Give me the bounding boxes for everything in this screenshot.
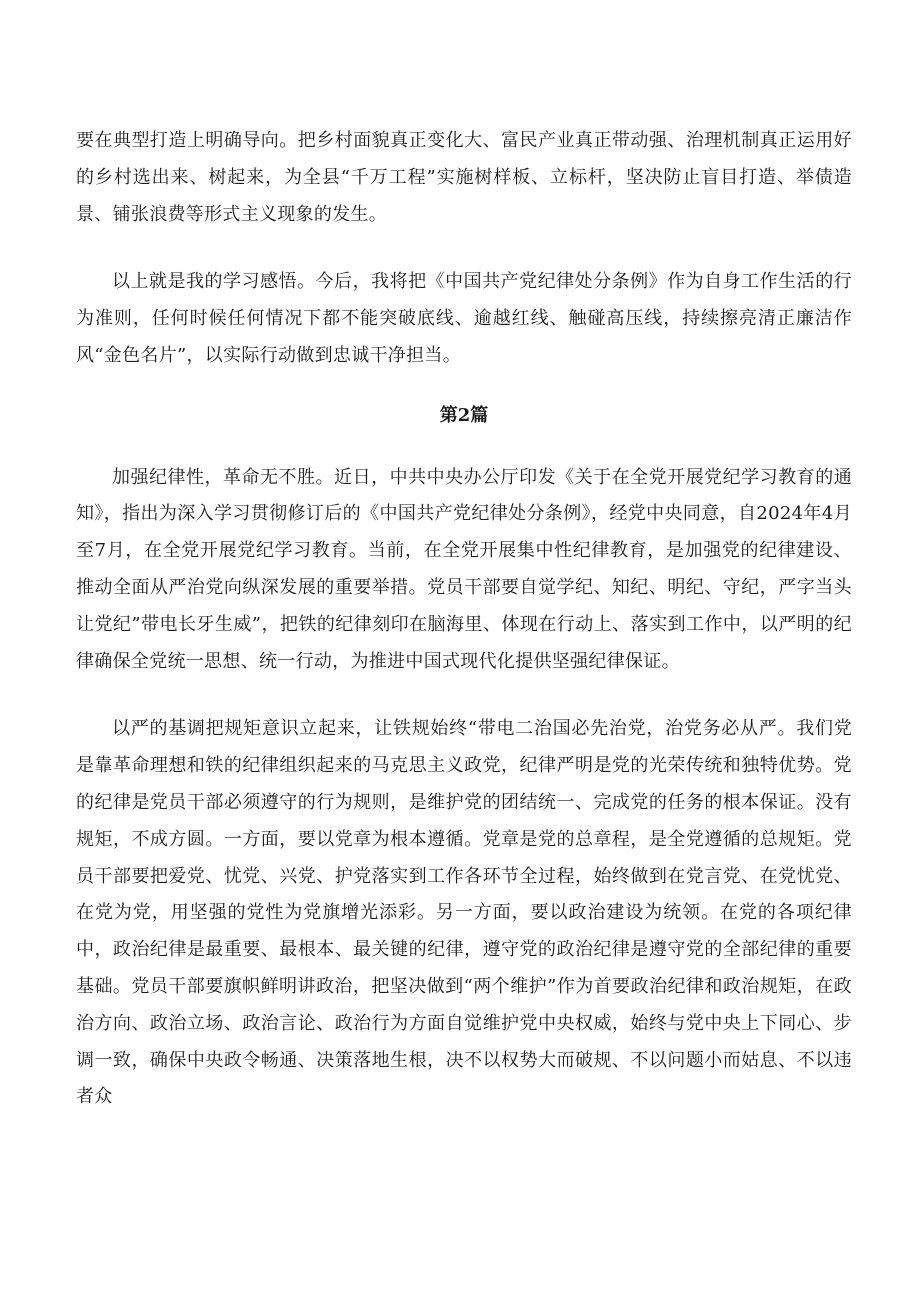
paragraph-2: 以上就是我的学习感悟。今后，我将把《中国共产党纪律处分条例》作为自身工作生活的行为准则，任何时候任何情况下都不能突破底线、逾越红线、触碰高压线，持续擦亮清正廉洁作风“金色名片”，以实际行动做到忠诚干净担当。 — [76, 271, 852, 366]
paragraph-3: 加强纪律性，革命无不胜。近日，中共中央办公厅印发《关于在全党开展党纪学习教育的通知》，指出为深入学习贯彻修订后的《中国共产党纪律处分条例》，经党中央同意，自2024年4月至7月，在全党开展党纪学习教育。当前，在全党开展集中性纪律教育，是加强党的纪律建设、推动全面从严治党向纵深发展的重要举措。党员干部要自觉学纪、知纪、明纪、守纪，严字当头让党纪”带电长牙生威”，把铁的纪律刻印在脑海里、体现在行动上、落实到工作中，以严明的纪律确保全党统一思想、统一行动，为推进中国式现代化提供坚强纪律保证。 — [76, 466, 852, 672]
paragraph-1: 要在典型打造上明确导向。把乡村面貌真正变化大、富民产业真正带动强、治理机制真正运用好的乡村选出来、树起来，为全县“千万工程”实施树样板、立标杆，坚决防止盲目打造、举债造景、铺张浪费等形式主义现象的发生。 — [76, 130, 852, 225]
paragraph-4: 以严的基调把规矩意识立起来，让铁规始终“带电二治国必先治党，治党务必从严。我们党是靠革命理想和铁的纪律组织起来的马克思主义政党，纪律严明是党的光荣传统和独特优势。党的纪律是党员干部必须遵守的行为规则，是维护党的团结统一、完成党的任务的根本保证。没有规矩，不成方圆。一方面，要以党章为根本遵循。党章是党的总章程，是全党遵循的总规矩。党员干部要把爱党、忧党、兴党、护党落实到工作各环节全过程，始终做到在党言党、在党忧党、在党为党，用坚强的党性为党旗增光添彩。另一方面，要以政治建设为统领。在党的各项纪律中，政治纪律是最重要、最根本、最关键的纪律，遵守党的政治纪律是遵守党的全部纪律的重要基础。党员干部要旗帜鲜明讲政治，把坚决做到“两个维护”作为首要政治纪律和政治规矩，在政治方向、政治立场、政治言论、政治行为方面自觉维护党中央权威，始终与党中央上下同心、步调一致，确保中央政令畅通、决策落地生根，决不以权势大而破规、不以问题小而姑息、不以违者众 — [76, 718, 852, 1108]
document-page — [76, 123, 852, 1116]
section-heading: 第2篇 — [439, 404, 489, 426]
